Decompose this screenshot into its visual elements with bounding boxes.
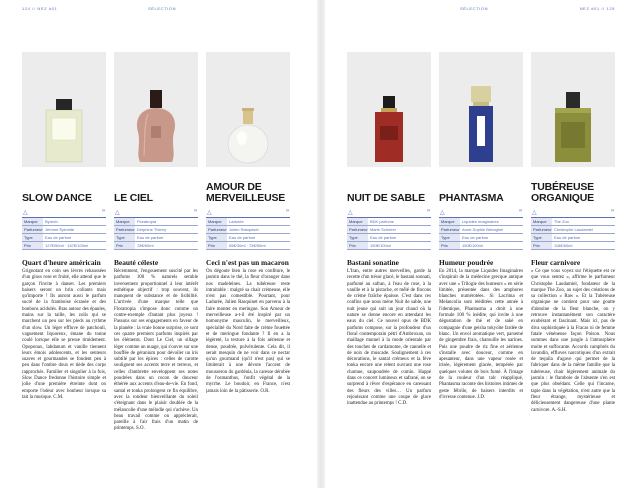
review-text: « Ce que vous voyez sur l'étiquette est ce que vous sentez », affirme le parfumeur Christophe Laudamiel, fondateur de la marque The Zoo, au sujet des créations de sa collection « Raw ». Et la Tubéreuse organique ne contient pour une goutte d'absolue de la fleur blanche, on y retrouve instantanément son caractère exubérant et fascinant. Mais ici, pas de diva sophistiquée à la Fracas ni de femme fatale vénéneuse façon Poison. Nous sommes dans une jungle à l'atmosphère moite et suffocante. Accords camphrés du lavandin, effluves narcotiques d'un extrait de tequila d'agave qui permet de la fabriquer dans de la même famille que la tubéreuse, chair légèrement animale du jasmin : le flamboie de l'absente s'en est que plus obsédant. Celle qui l'incarne, tapie dans la végétation, n'est autre que la fleur étrange, mystérieuse et délicieusement dangereuse d'une plante carnivore. A.-S.H. bbox=[531, 269, 615, 413]
flask-icon: △ bbox=[440, 210, 445, 216]
price-value: 78€/60ml bbox=[135, 242, 198, 250]
perfume-photo bbox=[22, 52, 106, 167]
spec-table: Marque Ladurée Parfumeur Julien Rasquinet Type Eau de parfum Prix 55€/30ml · 75€/50ml bbox=[206, 218, 290, 250]
review-heading: Quart d'heure américain bbox=[22, 258, 101, 267]
review-heading: Ceci n'est pas un macaron bbox=[206, 258, 289, 267]
perfume-name: SLOW DANCE bbox=[22, 192, 92, 204]
perfumer-value: Delphine Thierry bbox=[135, 226, 198, 234]
price-value: 150€/100ml bbox=[368, 242, 431, 250]
perfumer-value: Anne-Sophie Behaghel bbox=[460, 226, 523, 234]
review-text: On dégoute bien la rose en confiture, le jasmin dans le thé, la fleur d'oranger dans nos madeleines. La tubéreuse reste intraitable : malgré sa chair crémeuse, elle n'est pas comestible. Pourtant, pour Ladurée, Julien Rasquinet en parvenu à la faire monter en meringue. Son Amour de merveilleuse a-t-il été inspiré par un homonyme masculin, le merveilleux, spécialité du Nord faite de crème fouettée et de meringue fondante ? Il en a la légèreté, la texture à la fois aérienne et dense, poudrée, pulvérulente. Cela dit, il serait mesquin de ne voir dans ce nectar qu'un gourmand (qu'il n'est pas) qui se limiterait à une dévote l'accent de mousseron du gardénia, la caresse dérobée de l'osmanthus, l'onfit végétal de la myrrhe. Le boudoir, en France, n'est jamais loin de la pâtisserie. O.R. bbox=[206, 269, 290, 394]
spec-table: Marque Liquides Imaginaires Parfumeur Anne-Sophie Behaghel Type Eau de parfum Prix 150€/100ml bbox=[439, 218, 523, 250]
icon-row bbox=[22, 208, 106, 218]
type-value: Eau de parfum bbox=[460, 234, 523, 242]
left-section-label: SÉLECTION bbox=[148, 6, 177, 11]
perfume-entry-le-ciel bbox=[114, 52, 198, 482]
perfumer-value: Christophe Laudamiel bbox=[552, 226, 615, 234]
type-value: Eau de parfum bbox=[552, 234, 615, 242]
perfume-photo bbox=[439, 52, 523, 167]
flask-icon: △ bbox=[532, 210, 537, 216]
spec-table: Marque Floratropia Parfumeur Delphine Thierry Type Eau de parfum Prix 78€/60ml bbox=[114, 218, 198, 250]
type-value: Eau de parfum bbox=[135, 234, 198, 242]
price-value: 150€/100ml bbox=[460, 242, 523, 250]
review-text: En 2014, la marque Liquides Imaginaires s'inspirait de la médecine grecque antique avec une « Trilogie des humeurs » en série limitée, présentée dans des amphores blanches numérotées. Si Lacrima et Melancolia sont rééditées cette année à l'identique, Phantasma a droit à une formule 100 % inédite, qui invite à une dégustation de thé et de saké en compagnie d'une geisha tokyoïte fardée de blanc. Un envol aromatique vert, parsemé de gingembre frais, chatouille les narines. Puis une poudre de riz fine et aérienne s'installe avec douceur, comme en apesanteur, dans une vapeur rosée et irisée, légèrement glacée, tempérée par quelques volutes de bois fumé. À l'image de la couleur d'un talc réappliqué, Phantasma raconte des histoires intimes de geste fébrile, de baisers interdits et d'ivresse contenue. J.D. bbox=[439, 269, 523, 400]
quote-icon: ” bbox=[102, 210, 105, 216]
bottle-illustration bbox=[531, 52, 615, 167]
icon-row bbox=[347, 208, 431, 218]
review-heading: Beauté céleste bbox=[114, 258, 159, 267]
icon-row bbox=[439, 208, 523, 218]
brand-value: The Zoo bbox=[552, 218, 615, 226]
price-value: 118€/60ml bbox=[552, 242, 615, 250]
perfume-name: PHANTASMA bbox=[439, 192, 504, 204]
bottle-illustration bbox=[206, 52, 290, 167]
flask-icon: △ bbox=[115, 210, 120, 216]
perfume-photo bbox=[206, 52, 290, 167]
perfume-entry-phantasma bbox=[439, 52, 523, 482]
page-gutter bbox=[317, 0, 325, 488]
bottle-illustration bbox=[114, 52, 198, 167]
perfume-name: TUBÉREUSE ORGANIQUE bbox=[531, 181, 594, 204]
right-section-label: SÉLECTION bbox=[460, 6, 489, 11]
spec-table: Marque BDK parfums Parfumeur Marie Schnirer Type Eau de parfum Prix 150€/100ml bbox=[347, 218, 431, 250]
review-text: Grignotant en coin ses lèvres rehaussées d'un gloss rose et fruité, elle attend que le garçon l'invite à danser. Les premiers baisers seront un brin collants mais qu'importe ! Ils auront aussi le parfum sucré de la framboise écrasée et des bonbons acidulés. Bras autour des épaules, mains sur la taille, les zolis qui se marchent un peu sur les pieds au rythme d'un slow. Un léger effluve de patchouli, vaguement liquoreux, émane du tonne coulé lorsque elle se presse timidement. Opoponax, labdanum et vanille tiennent leurs émois adolescents, et les senteurs suaves et gourmandes se fondent peu à peu dans l'ombre doux et tiède des corps rapprochés. Familier et singulier à la fois, Slow Dance fredonne l'histoire simple et jolie d'une première étreinte dont on emporte l'odeur avec bonheur lorsque sa tait la musique. C.M. bbox=[22, 269, 106, 400]
bottle-illustration bbox=[347, 52, 431, 167]
perfume-entry-amour-de-merveilleuse bbox=[206, 52, 290, 482]
perfume-name: NUIT DE SABLE bbox=[347, 192, 425, 204]
type-value: Eau de parfum bbox=[227, 234, 290, 242]
type-value: Eau de parfum bbox=[43, 234, 106, 242]
perfume-photo bbox=[347, 52, 431, 167]
perfume-name: AMOUR DE MERVEILLEUSE bbox=[206, 181, 286, 204]
brand-value: Liquides Imaginaires bbox=[460, 218, 523, 226]
review-text: L'Iran, entre autres merveilles, garde la recette d'un trésor glacé, le bastani sonnati, parfumé au safran, à l'eau de rose, à la vanille et à la pistache, et mêlé de flocons de crème fraîche épaisse. C'est dans ces confins que nous mène Nuit de sable, une nuit jeune qui suit un jour chaud où la nature se donne encore en attendant les eaux du ciel. Ce nouvel opus de BDK parfums compose, sur la profondeur d'un floral contemporain pétri d'Ambroxan, un maillage mutuel à la mode orientale par des touches de cardamome, de cannelle et de noix de muscade. Soulignement à ces décorations, le santal crémeux et la fève tonka encore une relent ouvrant une rose charnue, saupoudrée de cumin. Happé dans ce concert lumineux et safrané, on se surprend à rêver d'espérance en caressant des fleurs des villes… Un parfum rejouissant comme une coupe de glace inattendue au printemps ! C.D. bbox=[347, 269, 431, 407]
quote-icon: ” bbox=[427, 210, 430, 216]
icon-row bbox=[531, 208, 615, 218]
perfumer-value: Jérôme Épinette bbox=[43, 226, 106, 234]
icon-row bbox=[206, 208, 290, 218]
price-value: 127€/50ml · 167€/100ml bbox=[43, 242, 106, 250]
review-heading: Bastani sonatine bbox=[347, 258, 399, 267]
brand-value: Byredo bbox=[43, 218, 106, 226]
review-heading: Fleur carnivore bbox=[531, 258, 581, 267]
quote-icon: ” bbox=[611, 210, 614, 216]
review-heading: Humeur poudrée bbox=[439, 258, 494, 267]
quote-icon: ” bbox=[194, 210, 197, 216]
perfume-entry-nuit-de-sable bbox=[347, 52, 431, 482]
flask-icon: △ bbox=[23, 210, 28, 216]
brand-value: Floratropia bbox=[135, 218, 198, 226]
bottle-illustration bbox=[439, 52, 523, 167]
icon-row bbox=[114, 208, 198, 218]
bottle-illustration bbox=[22, 52, 106, 167]
flask-icon: △ bbox=[207, 210, 212, 216]
brand-value: BDK parfums bbox=[368, 218, 431, 226]
brand-value: Ladurée bbox=[227, 218, 290, 226]
perfume-photo bbox=[531, 52, 615, 167]
perfumer-value: Julien Rasquinet bbox=[227, 226, 290, 234]
perfume-photo bbox=[114, 52, 198, 167]
type-value: Eau de parfum bbox=[368, 234, 431, 242]
spec-table: Marque Byredo Parfumeur Jérôme Épinette Type Eau de parfum Prix 127€/50ml · 167€/100ml bbox=[22, 218, 106, 250]
price-value: 55€/30ml · 75€/50ml bbox=[227, 242, 290, 250]
perfume-entry-tubereuse-organique bbox=[531, 52, 615, 482]
spec-table: Marque The Zoo Parfumeur Christophe Laudamiel Type Eau de parfum Prix 118€/60ml bbox=[531, 218, 615, 250]
flask-icon: △ bbox=[348, 210, 353, 216]
quote-icon: ” bbox=[286, 210, 289, 216]
quote-icon: ” bbox=[519, 210, 522, 216]
perfumer-value: Marie Schnirer bbox=[368, 226, 431, 234]
review-text: Récemment, l'engouement suscité par les parfums 100 % naturels semble inversement proportionnel à leur intérêt esthétique objectif : trop souvent, ils manquent de substance et de lisibilité. L'arrivée d'une marque telle que Floratropia s'impose donc comme un contre-exemple d'autant plus joyeux ! Passons sur ses engagements en faveur de la planète : la vraie bonne surprise, ce sont ces quatre premiers parfums inspirés par les éléments. Dont Le Ciel, un sillage léger comme un nuage, qui s'ouvre sur une bouffée de géranium pour dévoiler un iris subtilé par les épices : celles de carotte soulignent ses accents terre et terreux, et celles d'ambrette enveloppent ses notes poudrées dans un cocon de douceur éthérée aux accents d'eau-de-vie. En fond, santal et tonka prolongent ce fin équilibre, avec la rondeur bienveillante du soleil s'éteignant dans le plaisir doublée de la mélancolie d'une mélodie qui s'achève. Un beau travail comme on apprécierait, pareille à l'air frais d'un matin de printemps. S.O. bbox=[114, 269, 198, 432]
perfume-name: LE CIEL bbox=[114, 192, 153, 204]
perfume-entry-slow-dance bbox=[22, 52, 106, 482]
right-folio: NEZ #01 // 125 bbox=[579, 6, 615, 11]
left-folio: 124 // NEZ #01 bbox=[22, 6, 58, 11]
